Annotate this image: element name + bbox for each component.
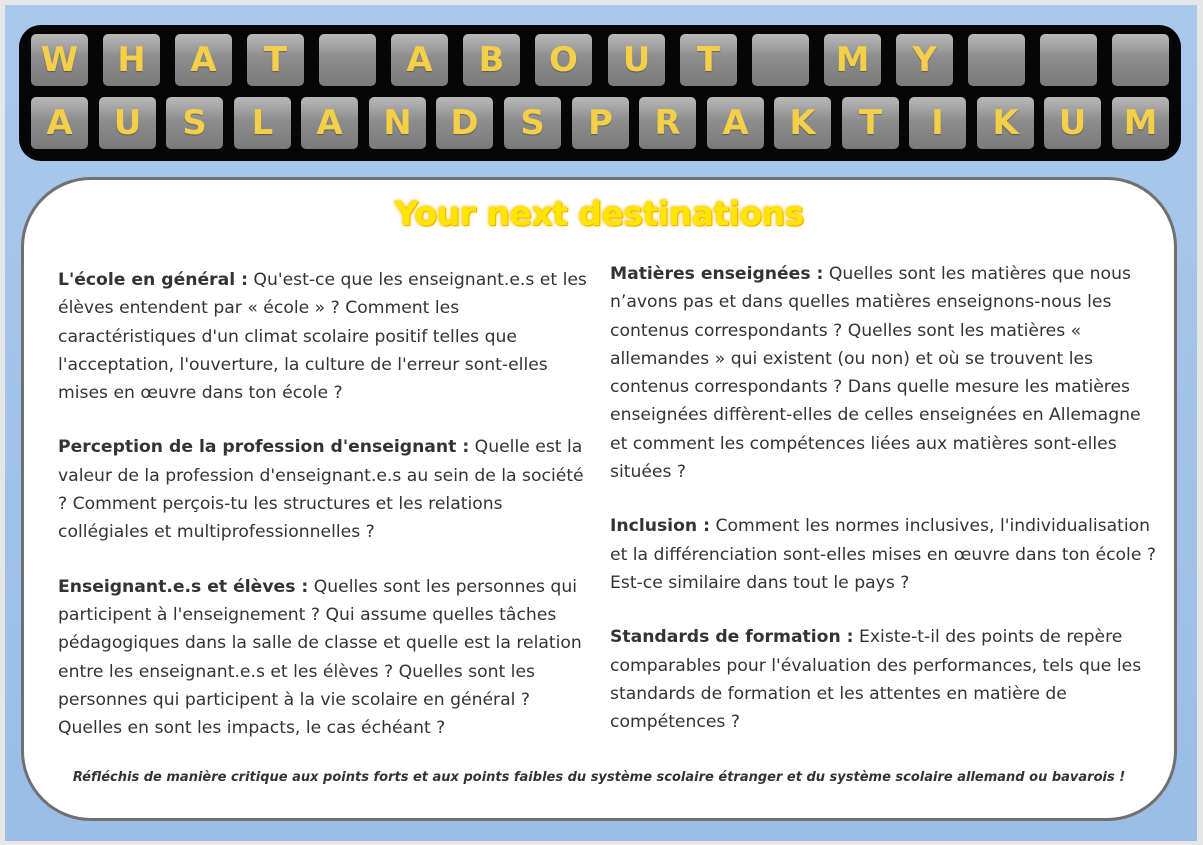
letter-tile: A	[391, 34, 448, 86]
footer-note: Réfléchis de manière critique aux points forts et aux points faibles du système scolaire étranger et du système scolaire allemand ou bavarois !	[72, 770, 1126, 785]
board-row-2	[19, 97, 1181, 149]
letter-tile: Y	[896, 34, 953, 86]
section-text: Existe-t-il des points de repère comparables pour l'évaluation des performances, tels que les standards de formation et les attentes en matière de compétences ?	[610, 627, 1142, 733]
letter-tile: M	[824, 34, 881, 86]
letter-tile: K	[977, 97, 1034, 149]
letter-tile: A	[175, 34, 232, 86]
section-heading: Perception de la profession d'enseignant :	[58, 437, 470, 458]
section-heading: L'école en général :	[58, 270, 248, 290]
letter-tile: O	[535, 34, 592, 86]
content-card	[21, 177, 1177, 821]
section-perception	[58, 433, 593, 546]
letter-tile: K	[774, 97, 831, 149]
blank-tile	[968, 34, 1025, 86]
section-enseignants	[58, 573, 593, 743]
letter-tile: U	[1044, 97, 1101, 149]
section-heading: Enseignant.e.s et élèves :	[58, 576, 309, 597]
card-title: Your next destinations	[394, 194, 804, 233]
blank-tile	[1040, 34, 1097, 86]
letter-tile: A	[707, 97, 764, 149]
letter-tile: W	[31, 34, 88, 86]
letter-tile: T	[842, 97, 899, 149]
section-text: Quelles sont les matières que nous n’avons pas et dans quelles matières enseignons-nous les contenus correspondants ? Quelles sont les matières « allemandes » qui existent (ou non) et où se trouvent les contenus correspondants ? Dans quelle mesure les matières enseignées diffèrent-elles de celles enseignées en Allemagne et comment les compétences liées aux matières sont-elles situées ?	[610, 264, 1141, 483]
section-heading: Inclusion :	[610, 516, 710, 537]
board-row-1	[19, 34, 1181, 86]
letter-board	[19, 25, 1181, 161]
letter-tile: A	[301, 97, 358, 149]
blank-tile	[319, 34, 376, 86]
blank-tile	[1112, 34, 1169, 86]
letter-tile: P	[572, 97, 629, 149]
section-heading: Matières enseignées :	[610, 264, 824, 284]
letter-tile: I	[909, 97, 966, 149]
blank-tile	[752, 34, 809, 86]
letter-tile: R	[639, 97, 696, 149]
letter-tile: T	[247, 34, 304, 86]
letter-tile: H	[103, 34, 160, 86]
letter-tile: U	[608, 34, 665, 86]
letter-tile: L	[234, 97, 291, 149]
letter-tile: B	[463, 34, 520, 86]
section-ecole	[58, 266, 593, 407]
letter-tile: S	[166, 97, 223, 149]
letter-tile: S	[504, 97, 561, 149]
section-text: Qu'est-ce que les enseignant.e.s et les élèves entendent par « école » ? Comment les caractéristiques d'un climat scolaire positif telles que l'acceptation, l'ouverture, la culture de l'erreur sont-elles mises en œuvre dans ton école ?	[58, 270, 587, 404]
letter-tile: A	[31, 97, 88, 149]
section-text: Quelle est la valeur de la profession d'enseignant.e.s au sein de la société ? Comment perçois-tu les structures et les relations collégiales et multiprofessionnelles ?	[58, 437, 584, 543]
section-heading: Standards de formation :	[610, 627, 854, 648]
section-text: Comment les normes inclusives, l'individualisation et la différenciation sont-elles mises en œuvre dans ton école ? Est-ce similaire dans tout le pays ?	[610, 516, 1156, 593]
section-matieres	[610, 260, 1160, 486]
letter-tile: D	[436, 97, 493, 149]
right-column	[610, 260, 1160, 762]
letter-tile: M	[1112, 97, 1169, 149]
letter-tile: U	[99, 97, 156, 149]
section-text: Quelles sont les personnes qui participent à l'enseignement ? Qui assume quelles tâches pédagogiques dans la salle de classe et quelle est la relation entre les enseignant.e.s et les élèves ? Quelles sont les personnes qui participent à la vie scolaire en général ? Quelles en sont les impacts, le cas échéant ?	[58, 576, 582, 739]
left-column	[58, 266, 593, 768]
letter-tile: T	[680, 34, 737, 86]
section-inclusion	[610, 512, 1160, 597]
slide	[5, 5, 1197, 841]
letter-tile: N	[369, 97, 426, 149]
section-standards	[610, 623, 1160, 736]
